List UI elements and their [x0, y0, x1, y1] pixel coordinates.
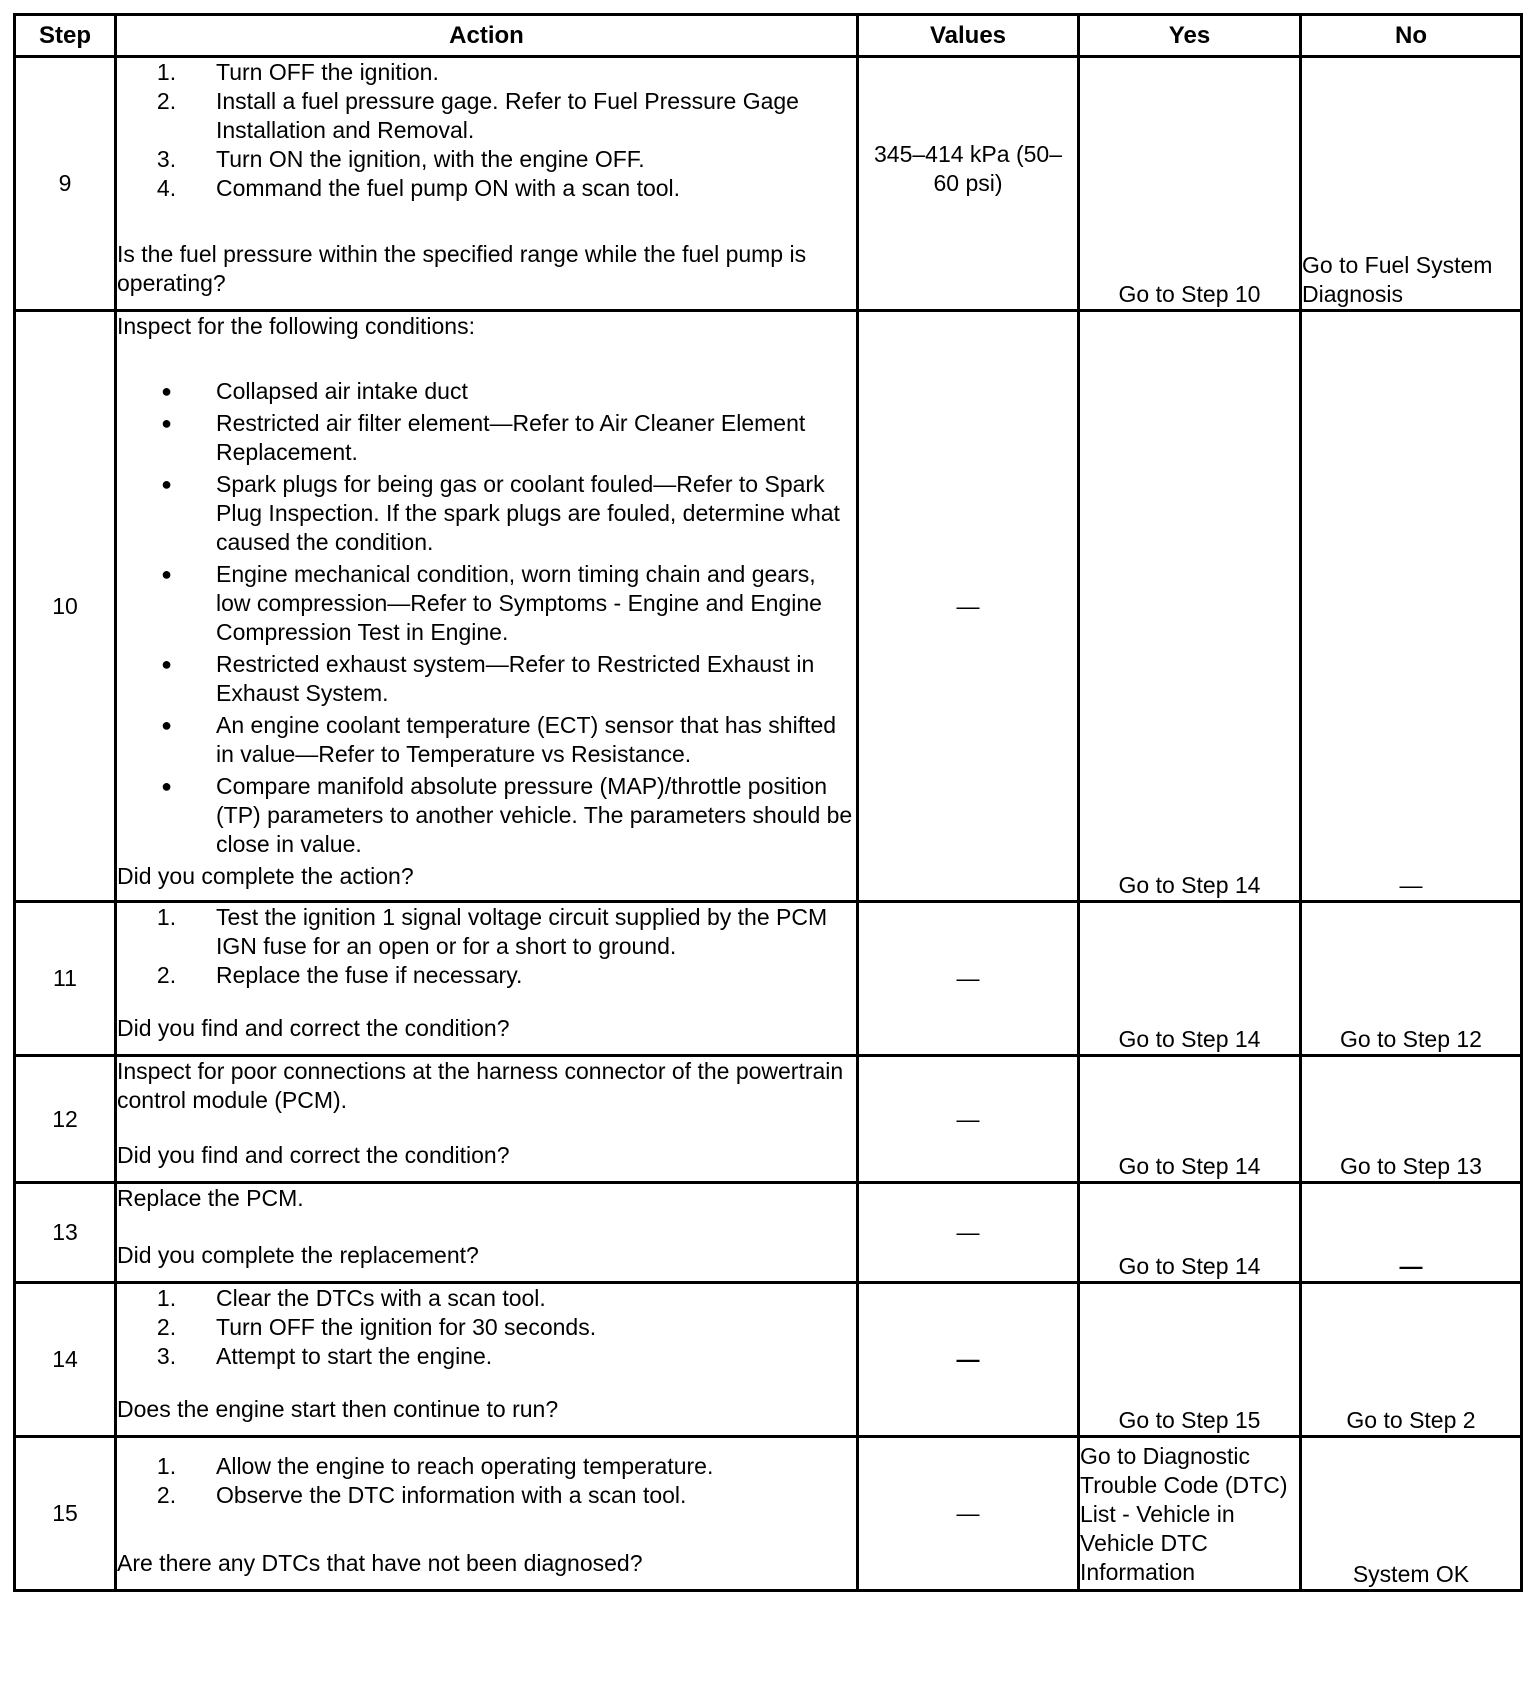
yes-link[interactable]: Go to Step 14 [1079, 311, 1301, 902]
step-row-15 [15, 1437, 1522, 1591]
list-item: 2. Observe the DTC information with a scan tool. [156, 1482, 687, 1508]
action-cell [116, 1056, 858, 1183]
list-item: 1. Clear the DTCs with a scan tool. [156, 1285, 546, 1311]
step-number: 14 [15, 1283, 116, 1437]
question-text: Did you complete the action? [117, 863, 414, 889]
action-cell [116, 1437, 858, 1591]
step-number: 11 [15, 902, 116, 1056]
action-cell [116, 57, 858, 311]
yes-link[interactable]: Go to Step 10 [1079, 57, 1301, 311]
no-link[interactable]: Go to Fuel System Diagnosis [1301, 57, 1522, 311]
no-link[interactable]: Go to Step 2 [1301, 1283, 1522, 1437]
header-step: Step [15, 15, 116, 57]
value-cell: — [858, 1437, 1079, 1591]
list-item: ● An engine coolant temperature (ECT) sensor that has shifted in value—Refer to Temperature vs Resistance. [161, 712, 837, 767]
no-link: — [1301, 1183, 1522, 1283]
list-item: ● Compare manifold absolute pressure (MAP)/throttle position (TP) parameters to another vehicle. The parameters should be close in value. [161, 773, 853, 857]
list-item: 3. Turn ON the ignition, with the engine OFF. [156, 146, 645, 172]
step-number: 13 [15, 1183, 116, 1283]
header-values: Values [858, 15, 1079, 57]
action-cell [116, 1183, 858, 1283]
list-item: 2. Replace the fuse if necessary. [156, 962, 523, 988]
no-link[interactable]: Go to Step 12 [1301, 902, 1522, 1056]
action-cell [116, 311, 858, 902]
no-link: — [1301, 311, 1522, 902]
list-item: ● Engine mechanical condition, worn timing chain and gears, low compression—Refer to Symptoms - Engine and Engine Compression Test in Engine. [161, 561, 822, 645]
intro-text: Inspect for the following conditions: [117, 313, 475, 339]
yes-link[interactable]: Go to Step 14 [1079, 902, 1301, 1056]
step-row-13 [15, 1183, 1522, 1283]
list-item: 1. Allow the engine to reach operating temperature. [156, 1453, 714, 1479]
list-item: 2. Turn OFF the ignition for 30 seconds. [156, 1314, 597, 1340]
no-link: System OK [1301, 1437, 1522, 1591]
value-cell: — [858, 1283, 1079, 1437]
value-cell: — [858, 1183, 1079, 1283]
numbered-steps [117, 1284, 856, 1371]
step-row-9 [15, 57, 1522, 311]
list-item: 3. Attempt to start the engine. [156, 1343, 493, 1369]
no-link[interactable]: Go to Step 13 [1301, 1056, 1522, 1183]
intro-text: Replace the PCM. [117, 1185, 304, 1211]
yes-link[interactable]: Go to Step 14 [1079, 1056, 1301, 1183]
step-row-10 [15, 311, 1522, 902]
value-cell: — [858, 902, 1079, 1056]
question-text: Is the fuel pressure within the specified range while the fuel pump is operating? [117, 241, 807, 296]
value-cell: — [858, 1056, 1079, 1183]
numbered-steps [117, 903, 856, 990]
action-cell [116, 1283, 858, 1437]
list-item: 1. Test the ignition 1 signal voltage circuit supplied by the PCM IGN fuse for an open or for a short to ground. [156, 904, 828, 959]
step-row-11 [15, 902, 1522, 1056]
header-no: No [1301, 15, 1522, 57]
diagnostic-table [13, 13, 1523, 1592]
step-row-12 [15, 1056, 1522, 1183]
header-action: Action [116, 15, 858, 57]
value-cell: 345–414 kPa (50–60 psi) [858, 57, 1079, 311]
question-text: Did you find and correct the condition? [117, 1015, 510, 1041]
value-cell: — [858, 311, 1079, 902]
question-text: Are there any DTCs that have not been diagnosed? [117, 1550, 643, 1576]
list-item: ● Restricted exhaust system—Refer to Restricted Exhaust in Exhaust System. [161, 651, 815, 706]
list-item: ● Spark plugs for being gas or coolant fouled—Refer to Spark Plug Inspection. If the spark plugs are fouled, determine what caused the condition. [161, 471, 840, 555]
numbered-steps [117, 1452, 856, 1510]
list-item: 1. Turn OFF the ignition. [156, 59, 439, 85]
yes-link[interactable]: Go to Step 15 [1079, 1283, 1301, 1437]
yes-link[interactable]: Go to Diagnostic Trouble Code (DTC) List - Vehicle in Vehicle DTC Information [1079, 1437, 1301, 1591]
action-cell [116, 902, 858, 1056]
list-item: 2. Install a fuel pressure gage. Refer to Fuel Pressure Gage Installation and Removal. [156, 88, 799, 143]
question-text: Did you complete the replacement? [117, 1242, 479, 1268]
numbered-steps [117, 58, 856, 203]
step-number: 9 [15, 57, 116, 311]
question-text: Does the engine start then continue to run? [117, 1396, 559, 1422]
step-number: 10 [15, 311, 116, 902]
step-row-14 [15, 1283, 1522, 1437]
step-number: 15 [15, 1437, 116, 1591]
header-yes: Yes [1079, 15, 1301, 57]
intro-text: Inspect for poor connections at the harness connector of the powertrain control module (PCM). [117, 1058, 844, 1113]
list-item: ● Restricted air filter element—Refer to Air Cleaner Element Replacement. [161, 410, 806, 465]
list-item: ● Collapsed air intake duct [161, 378, 468, 404]
step-number: 12 [15, 1056, 116, 1183]
yes-link[interactable]: Go to Step 14 [1079, 1183, 1301, 1283]
header-row [15, 15, 1522, 57]
condition-list [117, 377, 856, 862]
question-text: Did you find and correct the condition? [117, 1142, 510, 1168]
list-item: 4. Command the fuel pump ON with a scan tool. [156, 175, 681, 201]
